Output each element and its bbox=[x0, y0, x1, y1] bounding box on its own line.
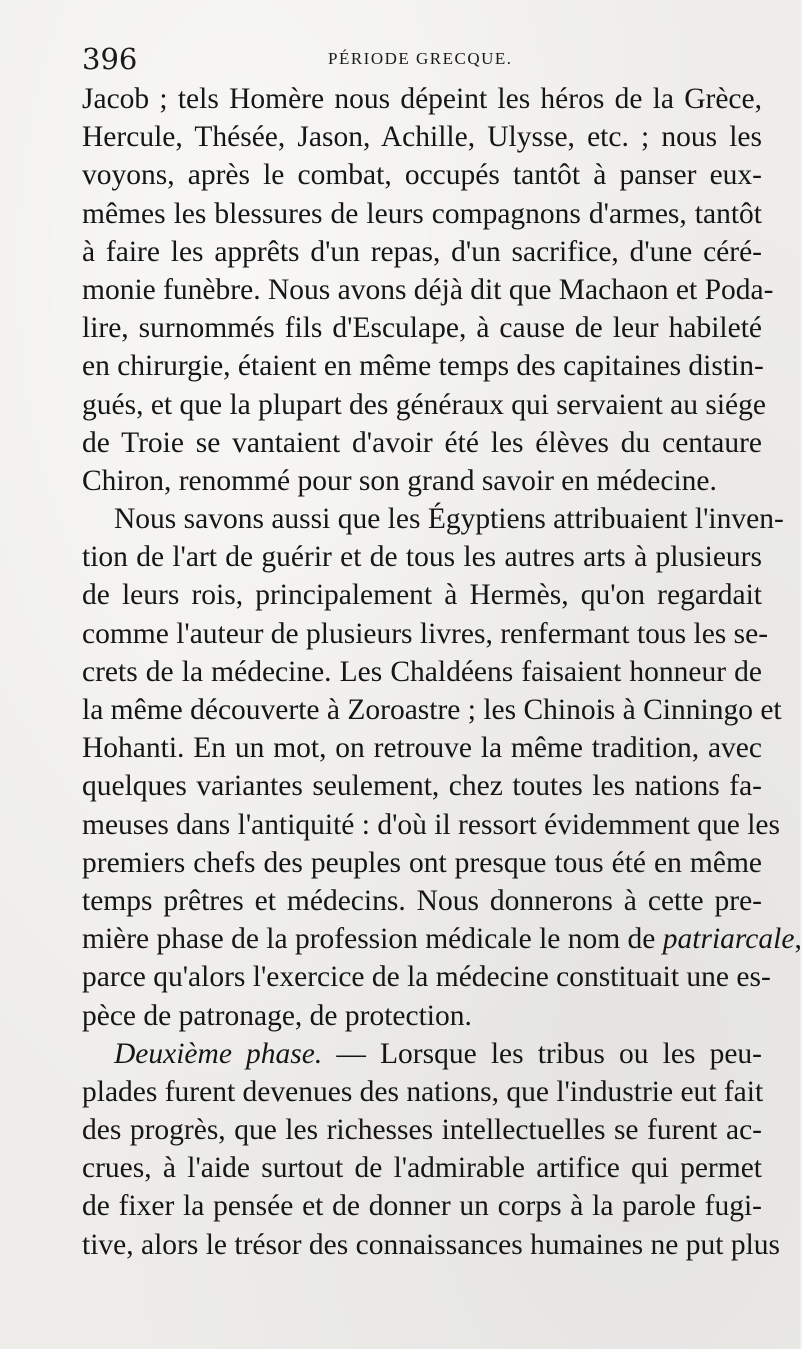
text-line: temps prêtres et médecins. Nous donnerons à cette pre- bbox=[82, 884, 762, 917]
italic-term: patriarcale bbox=[662, 923, 795, 956]
text-line: crues, à l'aide surtout de l'admirable artifice qui permet bbox=[82, 1152, 762, 1185]
page-number: 396 bbox=[82, 42, 138, 76]
text-line: mêmes les blessures de leurs compagnons d'armes, tantôt bbox=[82, 197, 762, 230]
text-line: voyons, après le combat, occupés tantôt à panser eux- bbox=[82, 159, 762, 192]
text-line: comme l'auteur de plusieurs livres, renfermant tous les se- bbox=[82, 617, 769, 650]
section-heading: Deuxième phase. bbox=[114, 1037, 323, 1070]
running-head: PÉRIODE GRECQUE. bbox=[328, 49, 513, 68]
page-header bbox=[0, 42, 800, 82]
text-line: monie funèbre. Nous avons déjà dit que Machaon et Poda- bbox=[82, 273, 774, 306]
text-line: Hercule, Thésée, Jason, Achille, Ulysse, etc. ; nous les bbox=[82, 121, 762, 154]
text-line: plades furent devenues des nations, que l'industrie eut fait bbox=[82, 1075, 764, 1108]
text-line: quelques variantes seulement, chez toutes les nations fa- bbox=[82, 770, 762, 803]
text-line: de leurs rois, principalement à Hermès, qu'on regardait bbox=[82, 579, 762, 612]
text-segment: — Lorsque les tribus ou les peu- bbox=[322, 1037, 762, 1070]
text-line: premiers chefs des peuples ont presque tous été en même bbox=[82, 846, 762, 879]
text-line: de fixer la pensée et de donner un corps à la parole fugi- bbox=[82, 1190, 762, 1223]
text-line: la même découverte à Zoroastre ; les Chinois à Cinningo et bbox=[82, 694, 782, 726]
text-line: crets de la médecine. Les Chaldéens faisaient honneur de bbox=[82, 655, 762, 688]
text-line: Hohanti. En un mot, on retrouve la même tradition, avec bbox=[82, 732, 762, 765]
text-line: gués, et que la plupart des généraux qui servaient au siége bbox=[82, 388, 766, 421]
text-line: Chiron, renommé pour son grand savoir en médecine. bbox=[82, 464, 717, 497]
text-segment: mière phase de la profession médicale le nom de bbox=[82, 923, 663, 956]
text-line: lire, surnommés fils d'Esculape, à cause de leur habileté bbox=[82, 312, 762, 345]
text-line: parce qu'alors l'exercice de la médecine constituait une es- bbox=[82, 961, 771, 994]
text-line: Jacob ; tels Homère nous dépeint les héros de la Grèce, bbox=[82, 83, 762, 115]
text-segment: , bbox=[794, 923, 802, 956]
text-line: tive, alors le trésor des connaissances humaines ne put plus bbox=[82, 1228, 780, 1261]
text-line: à faire les apprêts d'un repas, d'un sacrifice, d'une céré- bbox=[82, 235, 762, 268]
body-text bbox=[82, 80, 802, 1264]
text-line: Nous savons aussi que les Égyptiens attribuaient l'inven- bbox=[114, 503, 784, 536]
text-line: pèce de patronage, de protection. bbox=[82, 999, 472, 1032]
text-line: en chirurgie, étaient en même temps des capitaines distin- bbox=[82, 350, 764, 383]
text-line: de Troie se vantaient d'avoir été les élèves du centaure bbox=[82, 426, 762, 459]
text-line-patriarcale bbox=[82, 920, 802, 958]
text-line: tion de l'art de guérir et de tous les autres arts à plusieurs bbox=[82, 541, 762, 574]
text-line-section-heading bbox=[82, 1035, 762, 1073]
text-line: des progrès, que les richesses intellectuelles se furent ac- bbox=[82, 1114, 762, 1147]
text-line: meuses dans l'antiquité : d'où il ressort évidemment que les bbox=[82, 808, 781, 841]
